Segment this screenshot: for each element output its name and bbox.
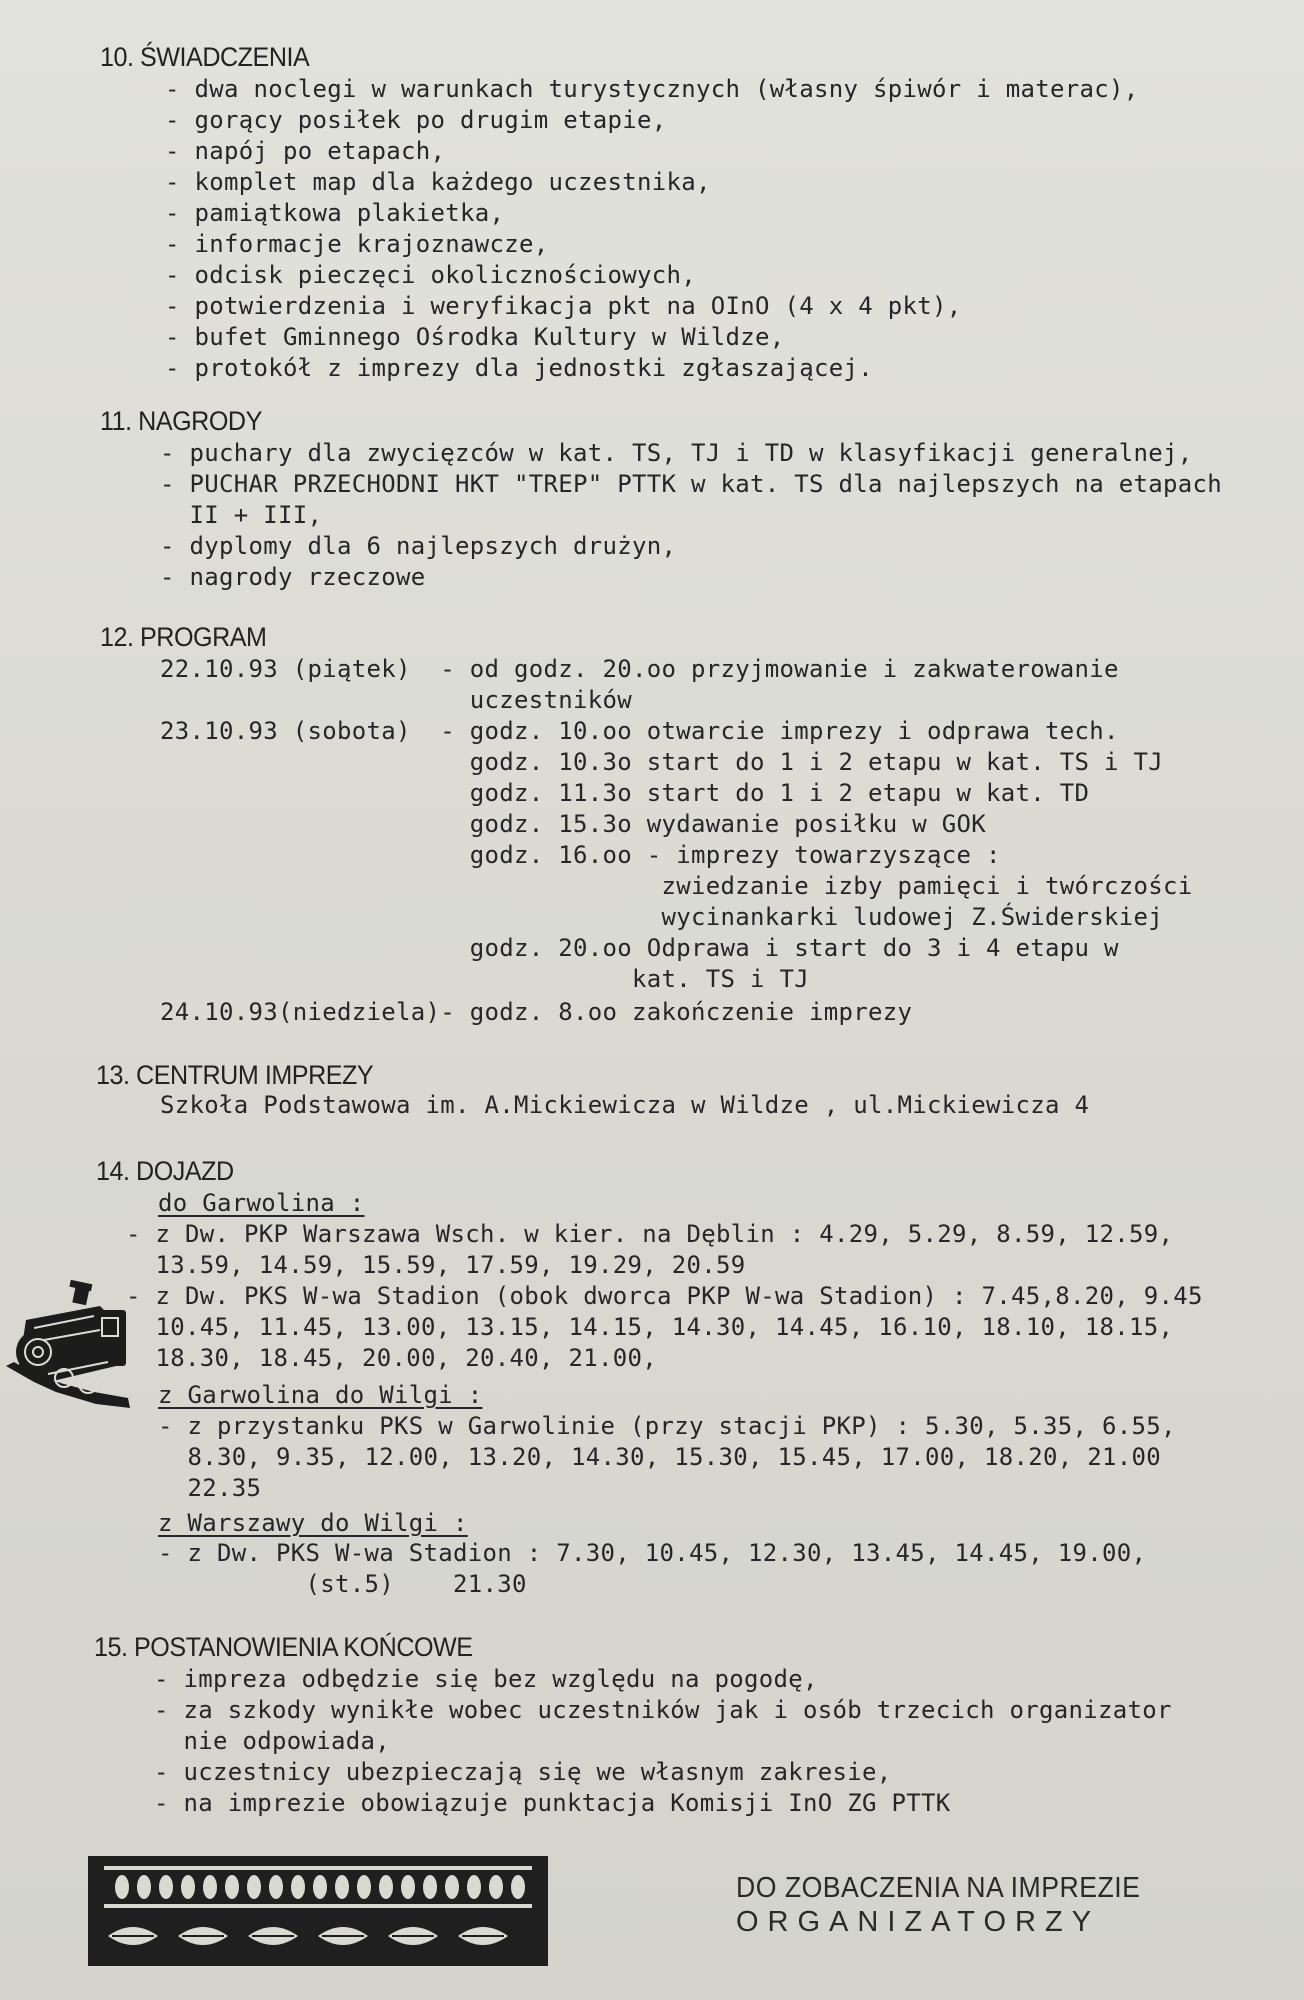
sec10-item: - gorący posiłek po drugim etapie, <box>165 106 667 134</box>
sec15-item: - impreza odbędzie się bez względu na pogodę, <box>154 1665 818 1693</box>
section-11-heading: 11. NAGRODY <box>100 406 262 436</box>
section-13-heading: 13. CENTRUM IMPREZY <box>96 1060 374 1090</box>
program-line: godz. 11.3o start do 1 i 2 etapu w kat. TD <box>160 779 1090 807</box>
route-subheading: do Garwolina : <box>158 1189 365 1217</box>
program-line: godz. 15.3o wydawanie posiłku w GOK <box>160 810 986 838</box>
sec15-item: nie odpowiada, <box>154 1727 390 1755</box>
sec10-item: - odcisk pieczęci okolicznościowych, <box>165 261 696 289</box>
program-line: uczestników <box>160 686 632 714</box>
sec10-item: - komplet map dla każdego uczestnika, <box>165 168 711 196</box>
sec15-item: - uczestnicy ubezpieczają się we własnym zakresie, <box>154 1758 892 1786</box>
sec10-item: - informacje krajoznawcze, <box>165 230 549 258</box>
route-line: 18.30, 18.45, 20.00, 20.40, 21.00, <box>126 1344 657 1372</box>
sec10-item: - napój po etapach, <box>165 137 446 165</box>
program-line: wycinankarki ludowej Z.Świderskiej <box>160 903 1163 931</box>
venue-address: Szkoła Podstawowa im. A.Mickiewicza w Wildze , ul.Mickiewicza 4 <box>160 1091 1090 1119</box>
sec11-item: - puchary dla zwycięzców w kat. TS, TJ i TD w klasyfikacji generalnej, <box>160 439 1193 467</box>
route-line: - z Dw. PKP Warszawa Wsch. w kier. na Dęblin : 4.29, 5.29, 8.59, 12.59, <box>126 1220 1174 1248</box>
section-14-heading: 14. DOJAZD <box>96 1156 234 1186</box>
program-line: 24.10.93(niedziela)- godz. 8.oo zakończenie imprezy <box>160 998 913 1026</box>
program-line: kat. TS i TJ <box>160 965 809 993</box>
steam-locomotive-icon <box>4 1280 132 1412</box>
sec11-item: II + III, <box>160 501 323 529</box>
closing-signature: ORGANIZATORZY <box>736 1906 1101 1938</box>
program-line: godz. 10.3o start do 1 i 2 etapu w kat. TS i TJ <box>160 748 1163 776</box>
route-line: - z Dw. PKS W-wa Stadion : 7.30, 10.45, 12.30, 13.45, 14.45, 19.00, <box>158 1539 1147 1567</box>
route-line: (st.5) 21.30 <box>158 1570 527 1598</box>
route-subheading: z Warszawy do Wilgi : <box>158 1509 468 1537</box>
sec15-item: - na imprezie obowiązuje punktacja Komisji InO ZG PTTK <box>154 1789 951 1817</box>
sec10-item: - pamiątkowa plakietka, <box>165 199 505 227</box>
sec10-item: - potwierdzenia i weryfikacja pkt na OInO (4 x 4 pkt), <box>165 292 962 320</box>
section-15-heading: 15. POSTANOWIENIA KOŃCOWE <box>94 1632 473 1662</box>
program-line: zwiedzanie izby pamięci i twórczości <box>160 872 1193 900</box>
program-line: 22.10.93 (piątek) - od godz. 20.oo przyjmowanie i zakwaterowanie <box>160 655 1119 683</box>
route-line: - z Dw. PKS W-wa Stadion (obok dworca PKP W-wa Stadion) : 7.45,8.20, 9.45 <box>126 1282 1203 1310</box>
sec11-item: - nagrody rzeczowe <box>160 563 426 591</box>
route-subheading: z Garwolina do Wilgi : <box>158 1381 483 1409</box>
program-line: godz. 20.oo Odprawa i start do 3 i 4 etapu w <box>160 934 1119 962</box>
sec11-item: - dyplomy dla 6 najlepszych drużyn, <box>160 532 677 560</box>
section-12-heading: 12. PROGRAM <box>100 622 267 652</box>
closing-greeting: DO ZOBACZENIA NA IMPREZIE <box>736 1872 1141 1904</box>
route-line: 13.59, 14.59, 15.59, 17.59, 19.29, 20.59 <box>126 1251 746 1279</box>
program-line: godz. 16.oo - imprezy towarzyszące : <box>160 841 1001 869</box>
sec11-item: - PUCHAR PRZECHODNI HKT "TREP" PTTK w kat. TS dla najlepszych na etapach <box>160 470 1222 498</box>
section-10-heading: 10. ŚWIADCZENIA <box>100 42 310 72</box>
sec10-item: - dwa noclegi w warunkach turystycznych (własny śpiwór i materac), <box>165 75 1139 103</box>
sec10-item: - bufet Gminnego Ośrodka Kultury w Wildze, <box>165 323 785 351</box>
program-line: 23.10.93 (sobota) - godz. 10.oo otwarcie imprezy i odprawa tech. <box>160 717 1119 745</box>
sec10-item: - protokół z imprezy dla jednostki zgłaszającej. <box>165 354 873 382</box>
folk-cutout-ornament <box>88 1856 548 1966</box>
sec15-item: - za szkody wynikłe wobec uczestników jak i osób trzecich organizator <box>154 1696 1172 1724</box>
route-line: 10.45, 11.45, 13.00, 13.15, 14.15, 14.30, 14.45, 16.10, 18.10, 18.15, <box>126 1313 1174 1341</box>
route-line: - z przystanku PKS w Garwolinie (przy stacji PKP) : 5.30, 5.35, 6.55, <box>158 1412 1176 1440</box>
route-line: 8.30, 9.35, 12.00, 13.20, 14.30, 15.30, 15.45, 17.00, 18.20, 21.00 <box>158 1443 1161 1471</box>
route-line: 22.35 <box>158 1474 262 1502</box>
